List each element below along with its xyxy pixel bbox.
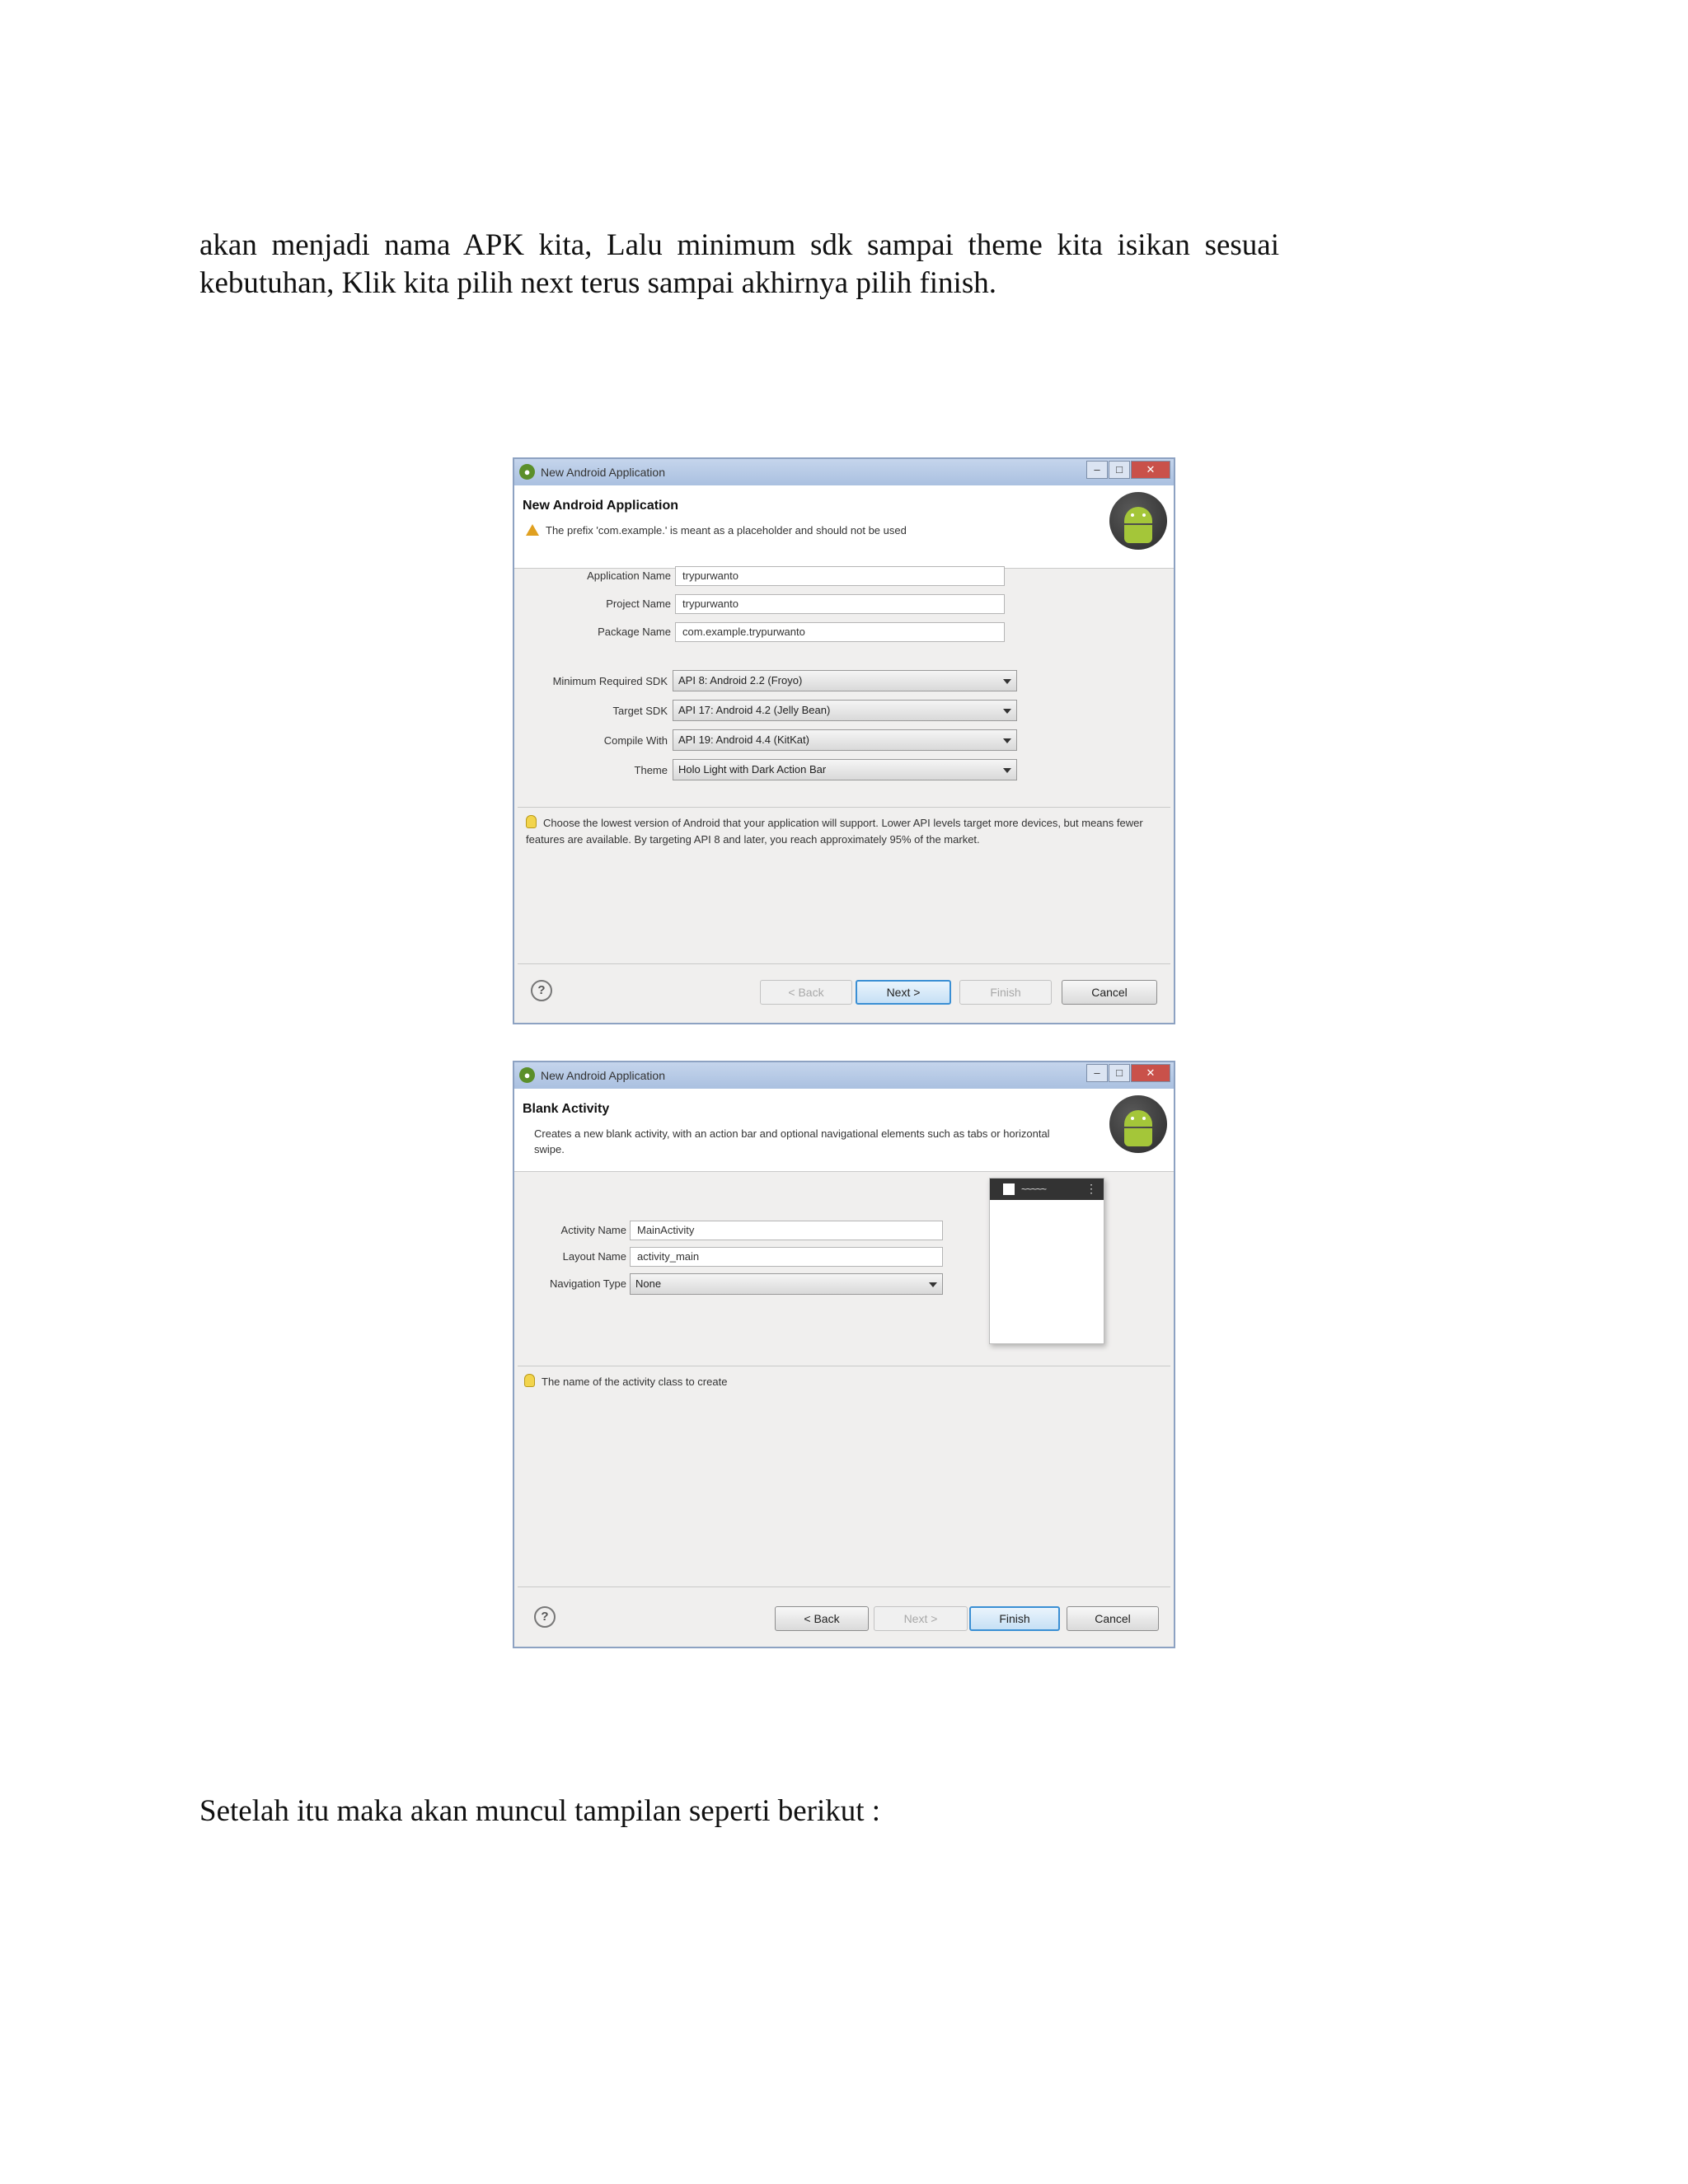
navigation-type-select[interactable] [630,1273,943,1295]
next-button[interactable]: Next > [874,1606,968,1631]
chevron-down-icon [1003,709,1011,714]
project-name-label: Project Name [606,598,671,610]
cancel-button[interactable]: Cancel [1067,1606,1159,1631]
chevron-down-icon [1003,768,1011,773]
back-button[interactable]: < Back [775,1606,869,1631]
hint-text: The name of the activity class to create [542,1376,728,1388]
close-icon[interactable]: ✕ [1131,461,1170,479]
paragraph-outro: Setelah itu maka akan muncul tampilan seperti berikut : [199,1794,881,1828]
warning-message [526,523,1070,538]
min-sdk-select[interactable] [673,670,1017,691]
app-name-field[interactable]: trypurwanto [675,566,1005,586]
close-icon[interactable]: ✕ [1131,1064,1170,1082]
minimize-icon[interactable]: – [1086,461,1108,479]
layout-name-label: Layout Name [562,1250,626,1263]
divider [518,807,1170,808]
package-name-label: Package Name [598,626,671,638]
window-controls [1085,1064,1170,1082]
dialog-header [514,485,1174,569]
app-icon-placeholder [1003,1183,1015,1195]
maximize-icon[interactable]: □ [1109,1064,1130,1082]
maximize-icon[interactable]: □ [1109,461,1130,479]
blank-activity-dialog [513,1061,1175,1648]
chevron-down-icon [929,1282,937,1287]
chevron-down-icon [1003,679,1011,684]
app-icon: ● [519,464,535,480]
finish-button[interactable]: Finish [959,980,1052,1005]
compile-with-select[interactable] [673,729,1017,751]
navigation-type-value: None [635,1277,662,1290]
divider [518,1586,1170,1587]
activity-name-field[interactable]: MainActivity [630,1221,943,1240]
new-android-application-dialog [513,457,1175,1024]
app-icon: ● [519,1067,535,1083]
window-title-bar [514,1062,1174,1089]
preview-action-bar [990,1179,1104,1200]
window-title: New Android Application [541,1069,665,1082]
warning-text: The prefix 'com.example.' is meant as a placeholder and should not be used [546,524,907,537]
description-text: Creates a new blank activity, with an action bar and optional navigational elements such as tabs or horizontal swipe. [534,1127,1050,1155]
target-sdk-value: API 17: Android 4.2 (Jelly Bean) [678,704,831,716]
minimize-icon[interactable]: – [1086,1064,1108,1082]
layout-name-field[interactable]: activity_main [630,1247,943,1267]
window-title: New Android Application [541,466,665,479]
divider [518,963,1170,964]
header-title: Blank Activity [523,1102,610,1116]
cancel-button[interactable]: Cancel [1062,980,1157,1005]
theme-value: Holo Light with Dark Action Bar [678,763,827,776]
header-title: New Android Application [523,499,679,513]
navigation-type-label: Navigation Type [550,1277,626,1290]
paragraph-intro: akan menjadi nama APK kita, Lalu minimum sdk sampai theme kita isikan sesuai kebutuhan, Klik kita pilih next terus sampai akhirnya pilih finish. [199,228,1279,300]
min-sdk-label: Minimum Required SDK [552,675,668,687]
app-name-label: Application Name [587,569,671,582]
android-logo-icon [1109,1095,1167,1153]
target-sdk-select[interactable] [673,700,1017,721]
min-sdk-value: API 8: Android 2.2 (Froyo) [678,674,803,687]
compile-with-value: API 19: Android 4.4 (KitKat) [678,733,809,746]
window-controls [1085,461,1170,479]
lightbulb-icon [526,815,537,828]
compile-with-label: Compile With [603,734,668,747]
activity-preview [989,1178,1104,1344]
hint-message [526,815,1152,848]
title-placeholder-icon: ~~~~~ [1021,1183,1047,1195]
package-name-field[interactable]: com.example.trypurwanto [675,622,1005,642]
window-title-bar [514,459,1174,485]
help-icon[interactable]: ? [531,980,552,1001]
theme-select[interactable] [673,759,1017,780]
project-name-field[interactable]: trypurwanto [675,594,1005,614]
lightbulb-icon [524,1374,535,1387]
next-button[interactable]: Next > [856,980,951,1005]
warning-icon [526,524,539,536]
activity-name-label: Activity Name [560,1224,626,1236]
back-button[interactable]: < Back [760,980,852,1005]
dialog-header [514,1089,1174,1172]
hint-text: Choose the lowest version of Android that your application will support. Lower API levels target more devices, but means fewer features are available. By targeting API 8 and later, you reach approximately 95% of the market. [526,817,1143,846]
overflow-menu-icon: ⋮ [1085,1182,1097,1195]
chevron-down-icon [1003,738,1011,743]
android-logo-icon [1109,492,1167,550]
target-sdk-label: Target SDK [612,705,668,717]
theme-label: Theme [634,764,668,776]
hint-message [524,1374,1151,1390]
help-icon[interactable]: ? [534,1606,556,1628]
finish-button[interactable]: Finish [969,1606,1060,1631]
